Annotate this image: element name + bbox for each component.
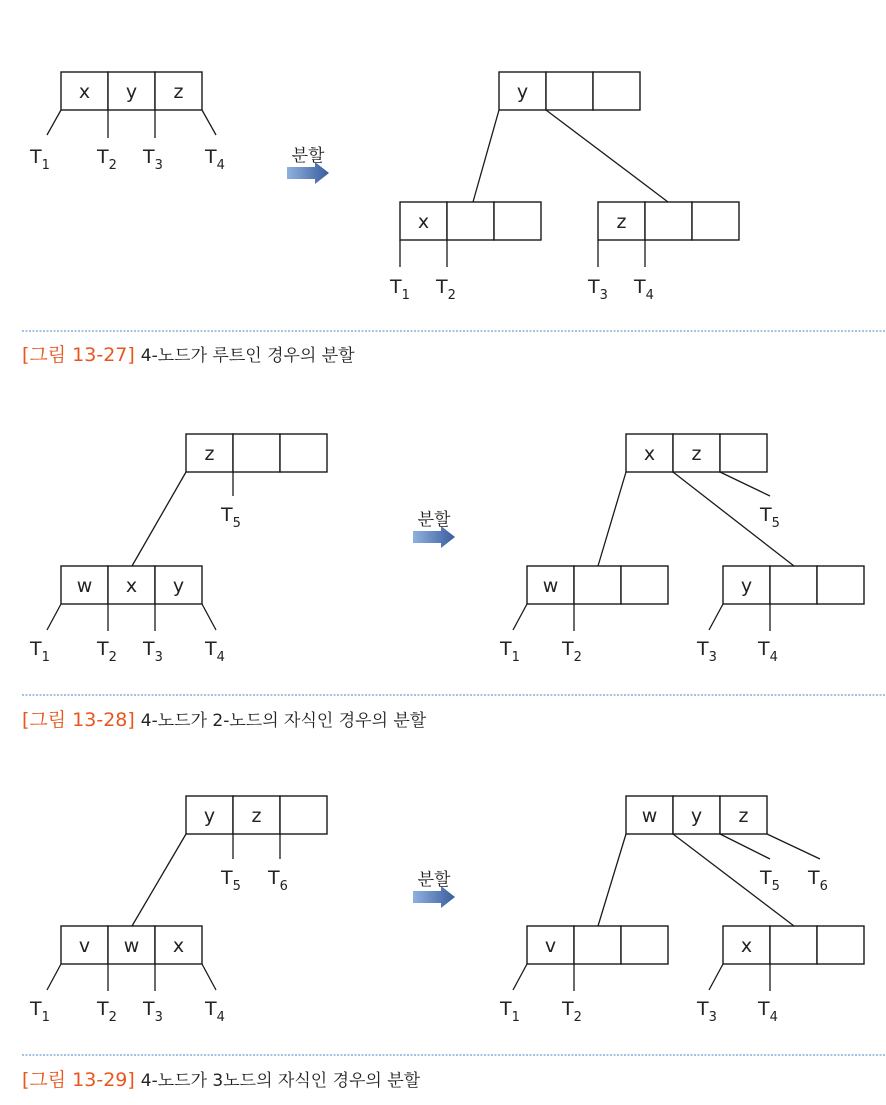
- node-key: v: [544, 935, 557, 957]
- figure-label: [그림 13-28]: [22, 709, 135, 731]
- node-cell: [621, 926, 668, 964]
- tree-node-f29-left: [527, 926, 668, 964]
- tree-edge: [598, 834, 626, 926]
- figure-caption: 4-노드가 루트인 경우의 분할: [140, 346, 355, 366]
- subtree-label: $T_2$: [436, 276, 456, 303]
- tree-edge: [720, 472, 770, 496]
- tree-edge: [767, 834, 820, 859]
- subtree-label: $T_3$: [588, 276, 608, 303]
- subtree-label: $T_4$: [758, 998, 778, 1025]
- tree-edge: [709, 604, 723, 630]
- node-key: y: [203, 805, 216, 827]
- node-key: v: [78, 935, 91, 957]
- subtree-label: $T_3$: [697, 998, 717, 1025]
- node-key: y: [125, 81, 138, 103]
- split-arrow: [287, 146, 329, 184]
- subtree-label: $T_3$: [697, 638, 717, 665]
- node-key: z: [251, 805, 262, 827]
- tree-node-f27-before: [61, 72, 202, 110]
- subtree-label: $T_5$: [760, 867, 780, 894]
- subtree-label: $T_2$: [562, 998, 582, 1025]
- subtree-label: $T_4$: [205, 638, 225, 665]
- subtree-label: $T_4$: [205, 146, 225, 173]
- tree-edge: [202, 604, 216, 630]
- node-key: z: [204, 443, 215, 465]
- tree-edge: [720, 834, 770, 859]
- subtree-label: $T_3$: [143, 146, 163, 173]
- tree-edge: [132, 834, 186, 926]
- subtree-label: $T_5$: [221, 867, 241, 894]
- subtree-label: $T_1$: [30, 638, 50, 665]
- node-key: y: [690, 805, 703, 827]
- node-cell: [817, 566, 864, 604]
- tree-node-f29-child: [61, 926, 202, 964]
- node-cell: [280, 434, 327, 472]
- node-cell: [233, 434, 280, 472]
- node-key: w: [542, 575, 559, 597]
- node-key: x: [643, 443, 656, 465]
- tree-node-f28-parent: [186, 434, 327, 472]
- tree-node-f27-left: [400, 202, 541, 240]
- split-label: 분할: [417, 870, 451, 890]
- caption-fig-13-28: [22, 705, 426, 732]
- node-key: x: [417, 211, 430, 233]
- subtree-label: $T_1$: [390, 276, 410, 303]
- tree-node-f29-parent: [186, 796, 327, 834]
- node-key: x: [78, 81, 91, 103]
- subtree-label: $T_1$: [30, 146, 50, 173]
- tree-edge: [598, 472, 626, 566]
- node-cell: [574, 566, 621, 604]
- subtree-label: $T_5$: [221, 504, 241, 531]
- node-key: y: [516, 81, 529, 103]
- subtree-label: $T_4$: [758, 638, 778, 665]
- split-label: 분할: [417, 510, 451, 530]
- node-cell: [280, 796, 327, 834]
- figure-caption: 4-노드가 3노드의 자식인 경우의 분할: [140, 1071, 421, 1091]
- tree-edge: [709, 964, 723, 990]
- split-label: 분할: [291, 146, 325, 166]
- node-key: z: [173, 81, 184, 103]
- subtree-label: $T_2$: [97, 638, 117, 665]
- tree-node-f29-root: [626, 796, 767, 834]
- node-key: y: [740, 575, 753, 597]
- node-key: w: [641, 805, 658, 827]
- subtree-label: $T_1$: [500, 638, 520, 665]
- subtree-label: $T_5$: [760, 504, 780, 531]
- node-cell: [494, 202, 541, 240]
- tree-edge: [513, 604, 527, 630]
- node-key: x: [172, 935, 185, 957]
- node-cell: [645, 202, 692, 240]
- node-key: y: [172, 575, 185, 597]
- subtree-label: $T_4$: [205, 998, 225, 1025]
- node-key: z: [738, 805, 749, 827]
- tree-node-f28-right: [723, 566, 864, 604]
- tree-edge: [202, 110, 216, 135]
- node-cell: [593, 72, 640, 110]
- subtree-label: $T_6$: [268, 867, 288, 894]
- tree-edge: [202, 964, 216, 990]
- split-arrow: [413, 510, 455, 548]
- subtree-label: $T_2$: [562, 638, 582, 665]
- node-key: w: [123, 935, 140, 957]
- node-cell: [770, 926, 817, 964]
- node-key: x: [740, 935, 753, 957]
- tree-node-f29-right: [723, 926, 864, 964]
- node-cell: [447, 202, 494, 240]
- tree-edge: [132, 472, 186, 566]
- node-cell: [770, 566, 817, 604]
- tree-edge: [546, 110, 668, 202]
- node-cell: [720, 434, 767, 472]
- subtree-label: $T_2$: [97, 998, 117, 1025]
- node-key: w: [76, 575, 93, 597]
- node-cell: [574, 926, 621, 964]
- tree-edge: [513, 964, 527, 990]
- node-key: z: [616, 211, 627, 233]
- tree-node-f28-left: [527, 566, 668, 604]
- node-cell: [621, 566, 668, 604]
- tree-node-f28-root: [626, 434, 767, 472]
- node-cell: [817, 926, 864, 964]
- caption-fig-13-29: [22, 1065, 420, 1092]
- tree-edge: [47, 110, 61, 135]
- subtree-label: $T_1$: [30, 998, 50, 1025]
- split-arrow: [413, 870, 455, 908]
- node-key: x: [125, 575, 138, 597]
- subtree-label: $T_3$: [143, 638, 163, 665]
- tree-edge: [473, 110, 499, 202]
- tree-node-f27-right: [598, 202, 739, 240]
- node-key: z: [691, 443, 702, 465]
- figure-caption: 4-노드가 2-노드의 자식인 경우의 분할: [140, 711, 427, 731]
- figure-label: [그림 13-29]: [22, 1069, 135, 1091]
- subtree-label: $T_4$: [634, 276, 654, 303]
- tree-node-f27-root: [499, 72, 640, 110]
- tree-edge: [47, 604, 61, 630]
- subtree-label: $T_6$: [808, 867, 828, 894]
- node-cell: [546, 72, 593, 110]
- figure-label: [그림 13-27]: [22, 344, 135, 366]
- tree-edge: [47, 964, 61, 990]
- caption-fig-13-27: [22, 340, 355, 367]
- subtree-label: $T_2$: [97, 146, 117, 173]
- tree-node-f28-child: [61, 566, 202, 604]
- subtree-label: $T_1$: [500, 998, 520, 1025]
- subtree-label: $T_3$: [143, 998, 163, 1025]
- node-cell: [692, 202, 739, 240]
